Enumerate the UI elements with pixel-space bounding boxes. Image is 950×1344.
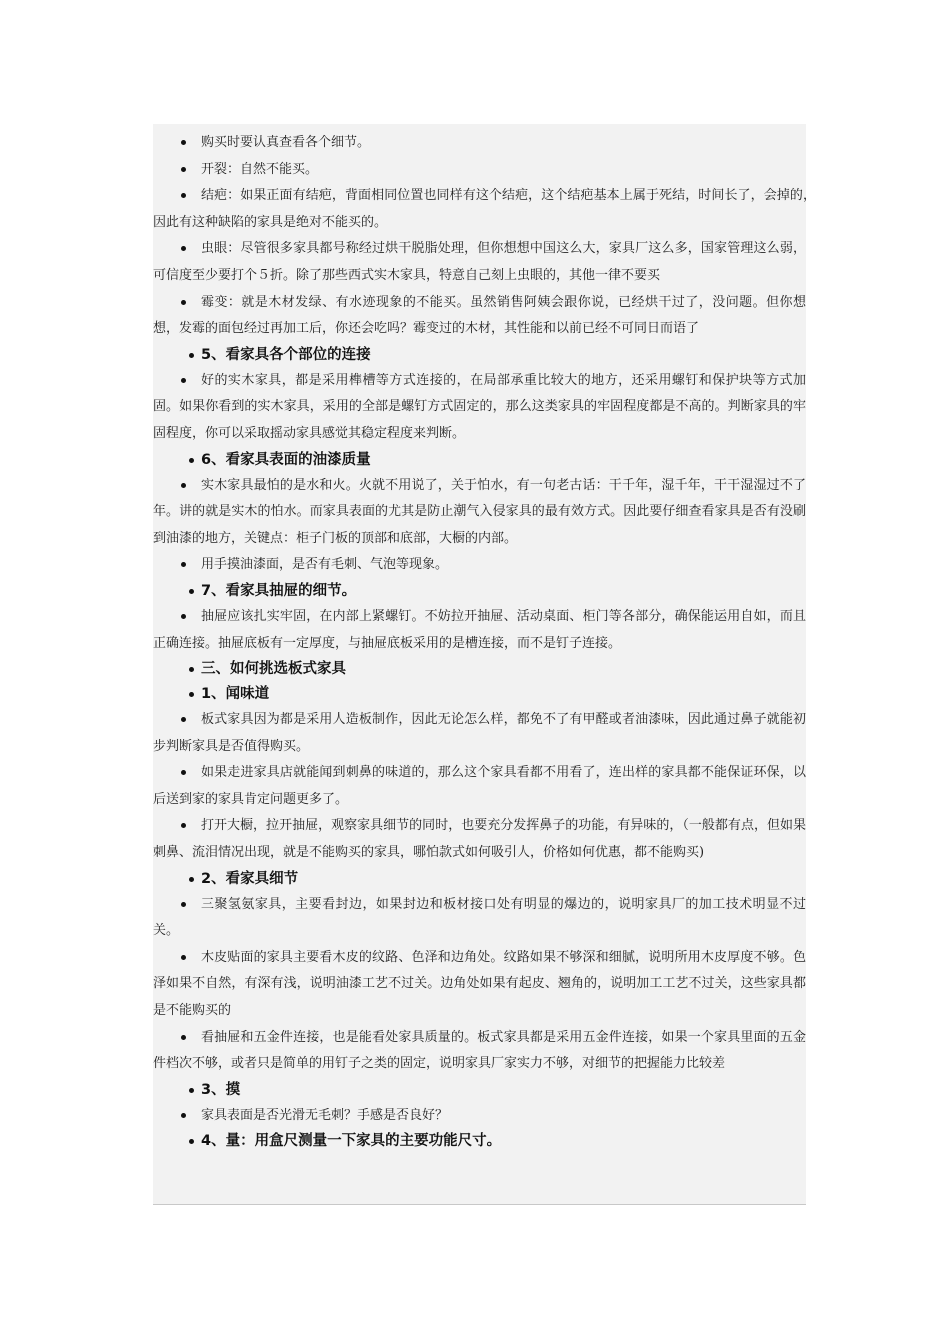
item-text: 实木家具最怕的是水和火。火就不用说了，关于怕水，有一句老古话：干千年，湿千年，干干湿湿过不了年。讲的就是实木的怕水。而家具表面的尤其是防止潮气入侵家具的最有效方式。因此要仔细查看家具是否有没刷到油漆的地方，关键点：柜子门板的顶部和底部，大橱的内部。 (153, 477, 806, 546)
bullet-icon (189, 458, 194, 463)
bullet-icon (181, 902, 186, 907)
heading-text: 2、看家具细节 (201, 870, 299, 887)
item-text: 好的实木家具，都是采用榫槽等方式连接的，在局部承重比较大的地方，还采用螺钉和保护块等方式加固。如果你看到的实木家具，采用的全部是螺钉方式固定的，那么这类家具的牢固程度都是不高的。判断家具的牢固程度，你可以采取摇动家具感觉其稳定程度来判断。 (153, 372, 806, 441)
item-text: 家具表面是否光滑无毛刺？手感是否良好？ (201, 1107, 449, 1123)
section-heading (153, 448, 806, 473)
section-heading (153, 1129, 806, 1154)
bullet-item (153, 290, 806, 343)
bullet-icon (189, 667, 194, 672)
bullet-item (153, 813, 806, 866)
bullet-icon (181, 955, 186, 960)
heading-text: 6、看家具表面的油漆质量 (201, 451, 371, 468)
item-text: 板式家具因为都是采用人造板制作，因此无论怎么样，都免不了有甲醛或者油漆味，因此通过鼻子就能初步判断家具是否值得购买。 (153, 712, 806, 754)
section-heading (153, 1078, 806, 1103)
item-text: 结疤：如果正面有结疤，背面相同位置也同样有这个结疤，这个结疤基本上属于死结，时间长了，会掉的，因此有这种缺陷的家具是绝对不能买的。 (153, 188, 816, 230)
item-text: 用手摸油漆面，是否有毛刺、气泡等现象。 (201, 557, 449, 573)
bullet-item (153, 183, 816, 236)
bullet-icon (181, 614, 186, 619)
item-text: 霉变：就是木材发绿、有水迹现象的不能买。虽然销售阿姨会跟你说，已经烘干过了，没问题。但你想想，发霉的面包经过再加工后，你还会吃吗？霉变过的木材，其性能和以前已经不可同日而语了 (153, 294, 806, 337)
bullet-icon (189, 353, 194, 358)
heading-text: 1、闻味道 (201, 686, 270, 703)
section-heading (153, 343, 806, 368)
bullet-icon (181, 1113, 186, 1118)
item-text: 抽屉应该扎实牢固，在内部上紧螺钉。不妨拉开抽屉、活动桌面、柜门等各部分，确保能运用自如，而且正确连接。抽屉底板有一定厚度，与抽屉底板采用的是槽连接，而不是钉子连接。 (153, 608, 806, 651)
heading-text: 3、摸 (201, 1081, 241, 1098)
bullet-item (153, 473, 806, 553)
heading-text: 5、看家具各个部位的连接 (201, 346, 371, 363)
item-text: 开裂：自然不能买。 (201, 161, 319, 177)
bullet-icon (189, 1139, 194, 1144)
heading-text: 4、量：用盒尺测量一下家具的主要功能尺寸。 (201, 1133, 502, 1150)
bullet-item (153, 760, 806, 813)
bullet-icon (181, 378, 186, 383)
bullet-item (153, 604, 806, 657)
item-text: 虫眼：尽管很多家具都号称经过烘干脱脂处理，但你想想中国这么大，家具厂这么多，国家管理这么弱，可信度至少要打个５折。除了那些西式实木家具，特意自己刻上虫眼的，其他一律不要买 (153, 241, 806, 283)
bullet-icon (181, 483, 186, 488)
item-text: 木皮贴面的家具主要看木皮的纹路、色泽和边角处。纹路如果不够深和细腻，说明所用木皮厚度不够。色泽如果不自然，有深有浅，说明油漆工艺不过关。边角处如果有起皮、翘角的，说明加工工艺不过关，这些家具都是不能购买的 (153, 949, 806, 1019)
item-text: 如果走进家具店就能闻到刺鼻的味道的，那么这个家具看都不用看了，连出样的家具都不能保证环保，以后送到家的家具肯定问题更多了。 (153, 765, 806, 807)
bullet-item (153, 368, 806, 448)
bullet-icon (181, 140, 186, 145)
item-text: 购买时要认真查看各个细节。 (201, 135, 371, 150)
bullet-icon (189, 877, 194, 882)
bullet-icon (189, 1088, 194, 1093)
section-heading (153, 867, 806, 892)
heading-text: 三、如何挑选板式家具 (201, 661, 346, 678)
section-heading (153, 657, 806, 682)
bullet-item (153, 707, 806, 760)
bullet-item (153, 945, 806, 1025)
bullet-icon (189, 589, 194, 594)
bullet-item (153, 236, 806, 289)
bullet-icon (181, 1035, 186, 1040)
bullet-icon (181, 167, 186, 172)
bullet-item (153, 130, 806, 157)
heading-text: 7、看家具抽屉的细节。 (201, 582, 357, 599)
bullet-item (153, 1103, 806, 1130)
bullet-icon (189, 692, 194, 697)
bullet-item (153, 1025, 806, 1078)
item-text: 看抽屉和五金件连接，也是能看处家具质量的。板式家具都是采用五金件连接，如果一个家具里面的五金件档次不够，或者只是简单的用钉子之类的固定，说明家具厂家实力不够，对细节的把握能力比较差 (153, 1029, 806, 1072)
content-flow (153, 130, 816, 1154)
section-heading (153, 682, 806, 707)
bullet-icon (181, 300, 186, 305)
item-text: 打开大橱，拉开抽屉，观察家具细节的同时，也要充分发挥鼻子的功能，有异味的，（一般都有点，但如果刺鼻、流泪情况出现，就是不能购买的家具，哪怕款式如何吸引人，价格如何优惠，都不能购买) (153, 818, 806, 861)
item-text: 三聚氢氨家具，主要看封边，如果封边和板材接口处有明显的爆边的，说明家具厂的加工技术明显不过关。 (153, 896, 806, 939)
bullet-item (153, 157, 806, 184)
document-page (153, 124, 816, 1205)
bullet-item (153, 892, 806, 945)
section-heading (153, 579, 806, 604)
bullet-item (153, 552, 806, 579)
